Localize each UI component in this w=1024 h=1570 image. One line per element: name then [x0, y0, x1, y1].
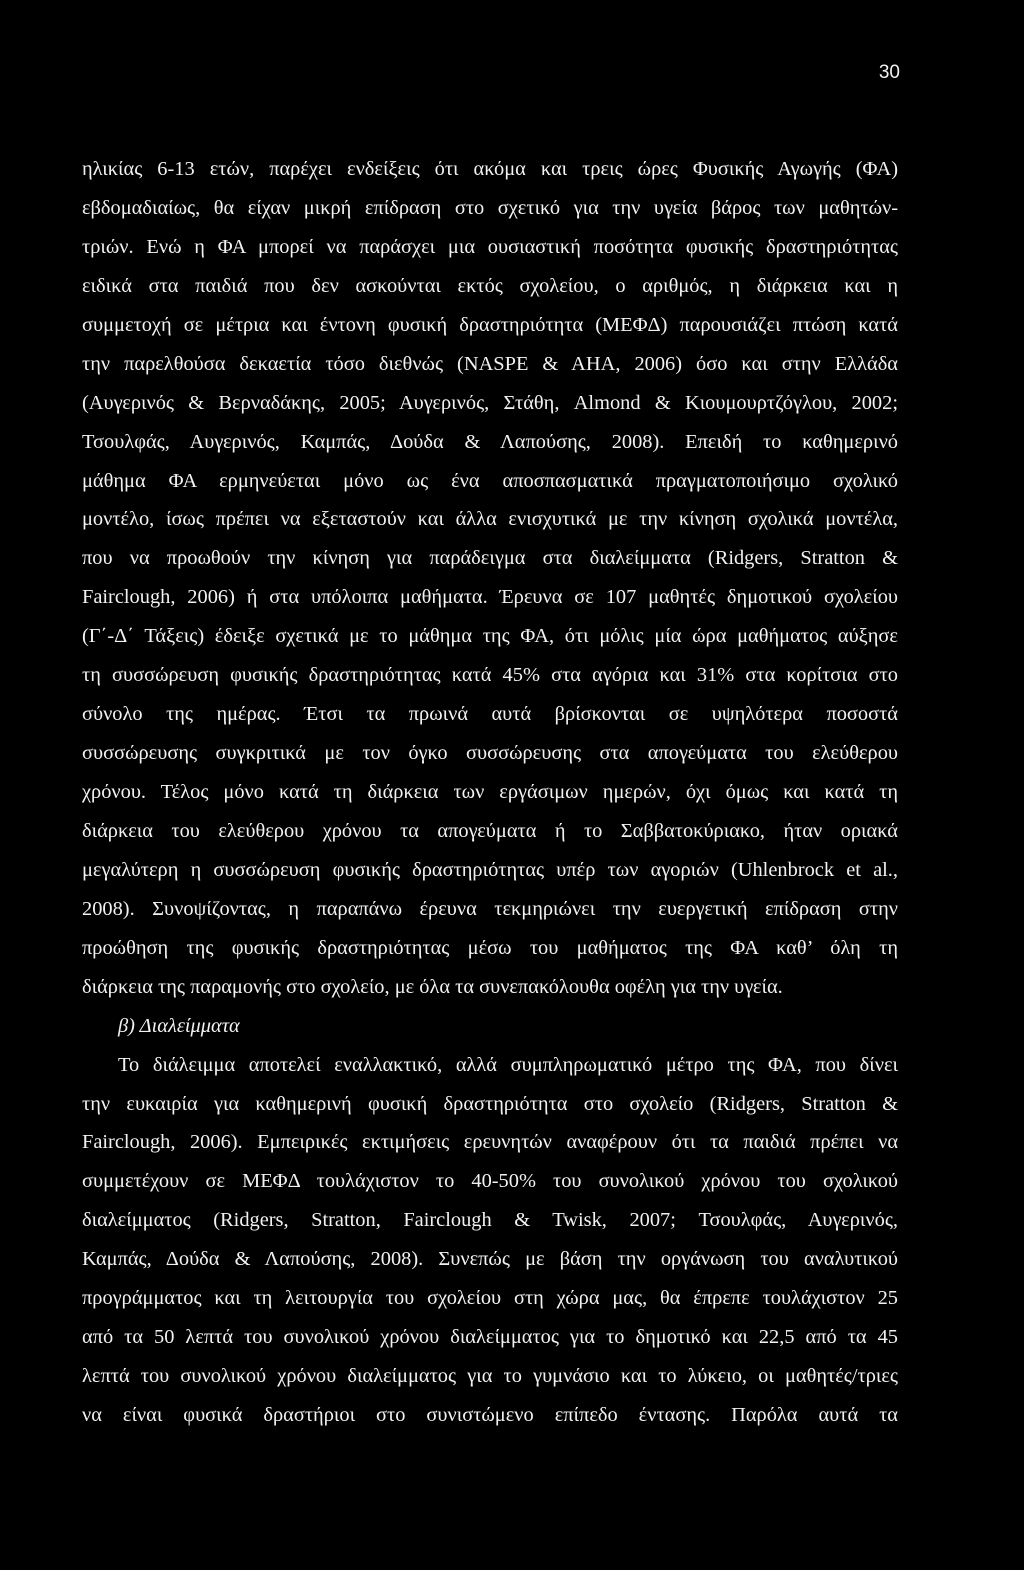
- text-line: Fairclough, 2006) ή στα υπόλοιπα μαθήματα. Έρευνα σε 107 μαθητές δημοτικού σχολείου: [82, 586, 898, 609]
- text-line: Το διάλειμμα αποτελεί εναλλακτικό, αλλά συμπληρωματικό μέτρο της ΦΑ, που δίνει: [118, 1053, 898, 1076]
- body-text: [82, 150, 898, 1435]
- text-line: την ευκαιρία για καθημερινή φυσική δραστηριότητα στο σχολείο (Ridgers, Stratton &: [82, 1092, 898, 1115]
- text-line: προγράμματος και τη λειτουργία του σχολείου στη χώρα μας, θα έπρεπε τουλάχιστον 25: [82, 1287, 898, 1310]
- text-line: διαλείμματος (Ridgers, Stratton, Fairclough & Twisk, 2007; Τσουλφάς, Αυγερινός,: [82, 1209, 898, 1232]
- text-line: διάρκεια της παραμονής στο σχολείο, με όλα τα συνεπακόλουθα οφέλη για την υγεία.: [82, 975, 783, 998]
- text-line: μοντέλο, ίσως πρέπει να εξεταστούν και άλλα ενισχυτικά με την κίνηση σχολικά μοντέλα,: [82, 508, 898, 531]
- text-line: Fairclough, 2006). Εμπειρικές εκτιμήσεις ερευνητών αναφέρουν ότι τα παιδιά πρέπει να: [82, 1131, 898, 1154]
- text-line: που να προωθούν την κίνηση για παράδειγμα στα διαλείμματα (Ridgers, Stratton &: [82, 547, 898, 570]
- text-line: σύνολο της ημέρας. Έτσι τα πρωινά αυτά βρίσκονται σε υψηλότερα ποσοστά: [82, 703, 898, 726]
- text-line: την παρελθούσα δεκαετία τόσο διεθνώς (NASPE & AHA, 2006) όσο και στην Ελλάδα: [82, 352, 898, 375]
- text-line: από τα 50 λεπτά του συνολικού χρόνου διαλείμματος για το δημοτικό και 22,5 από τα 45: [82, 1326, 898, 1349]
- text-line: (Αυγερινός & Βερναδάκης, 2005; Αυγερινός, Στάθη, Almond & Κιουμουρτζόγλου, 2002;: [82, 391, 898, 414]
- text-line: μεγαλύτερη η συσσώρευση φυσικής δραστηριότητας υπέρ των αγοριών (Uhlenbrock et al.,: [82, 858, 898, 881]
- text-line: (Γ΄-Δ΄ Τάξεις) έδειξε σχετικά με το μάθημα της ΦΑ, ότι μόλις μία ώρα μαθήματος αύξησε: [82, 625, 898, 648]
- text-line: 2008). Συνοψίζοντας, η παραπάνω έρευνα τεκμηριώνει την ευεργετική επίδραση στην: [82, 897, 898, 920]
- text-line: ηλικίας 6-13 ετών, παρέχει ενδείξεις ότι ακόμα και τρεις ώρες Φυσικής Αγωγής (ΦΑ): [82, 158, 898, 180]
- text-line: τη συσσώρευση φυσικής δραστηριότητας κατά 45% στα αγόρια και 31% στα κορίτσια στο: [82, 664, 898, 687]
- text-line: Τσουλφάς, Αυγερινός, Καμπάς, Δούδα & Λαπούσης, 2008). Επειδή το καθημερινό: [82, 430, 898, 453]
- section-heading: β) Διαλείμματα: [118, 1014, 240, 1037]
- text-line: εβδομαδιαίως, θα είχαν μικρή επίδραση στο σχετικό για την υγεία βάρος των μαθητών-: [82, 196, 898, 219]
- text-line: τριών. Ενώ η ΦΑ μπορεί να παράσχει μια ουσιαστική ποσότητα φυσικής δραστηριότητας: [82, 235, 898, 258]
- text-line: διάρκεια του ελεύθερου χρόνου τα απογεύματα ή το Σαββατοκύριακο, ήταν οριακά: [82, 819, 898, 842]
- page-number: 30: [878, 62, 900, 83]
- text-line: χρόνου. Τέλος μόνο κατά τη διάρκεια των εργάσιμων ημερών, όχι όμως και κατά τη: [82, 781, 898, 803]
- text-line: προώθηση της φυσικής δραστηριότητας μέσω του μαθήματος της ΦΑ καθ’ όλη τη: [82, 936, 898, 959]
- text-line: συμμετέχουν σε ΜΕΦΔ τουλάχιστον το 40-50% του συνολικού χρόνου του σχολικού: [82, 1170, 898, 1193]
- text-line: ειδικά στα παιδιά που δεν ασκούνται εκτός σχολείου, ο αριθμός, η διάρκεια και η: [82, 274, 898, 297]
- text-line: να είναι φυσικά δραστήριοι στο συνιστώμενο επίπεδο έντασης. Παρόλα αυτά τα: [82, 1404, 898, 1426]
- text-line: μάθημα ΦΑ ερμηνεύεται μόνο ως ένα αποσπασματικά πραγματοποιήσιμο σχολικό: [82, 469, 898, 492]
- text-line: συμμετοχή σε μέτρια και έντονη φυσική δραστηριότητα (ΜΕΦΔ) παρουσιάζει πτώση κατά: [82, 313, 898, 336]
- text-line: συσσώρευσης συγκριτικά με τον όγκο συσσώρευσης στα απογεύματα του ελεύθερου: [82, 742, 898, 765]
- text-line: λεπτά του συνολικού χρόνου διαλείμματος για το γυμνάσιο και το λύκειο, οι μαθητές/τριες: [82, 1365, 898, 1388]
- text-line: Καμπάς, Δούδα & Λαπούσης, 2008). Συνεπώς με βάση την οργάνωση του αναλυτικού: [82, 1248, 898, 1271]
